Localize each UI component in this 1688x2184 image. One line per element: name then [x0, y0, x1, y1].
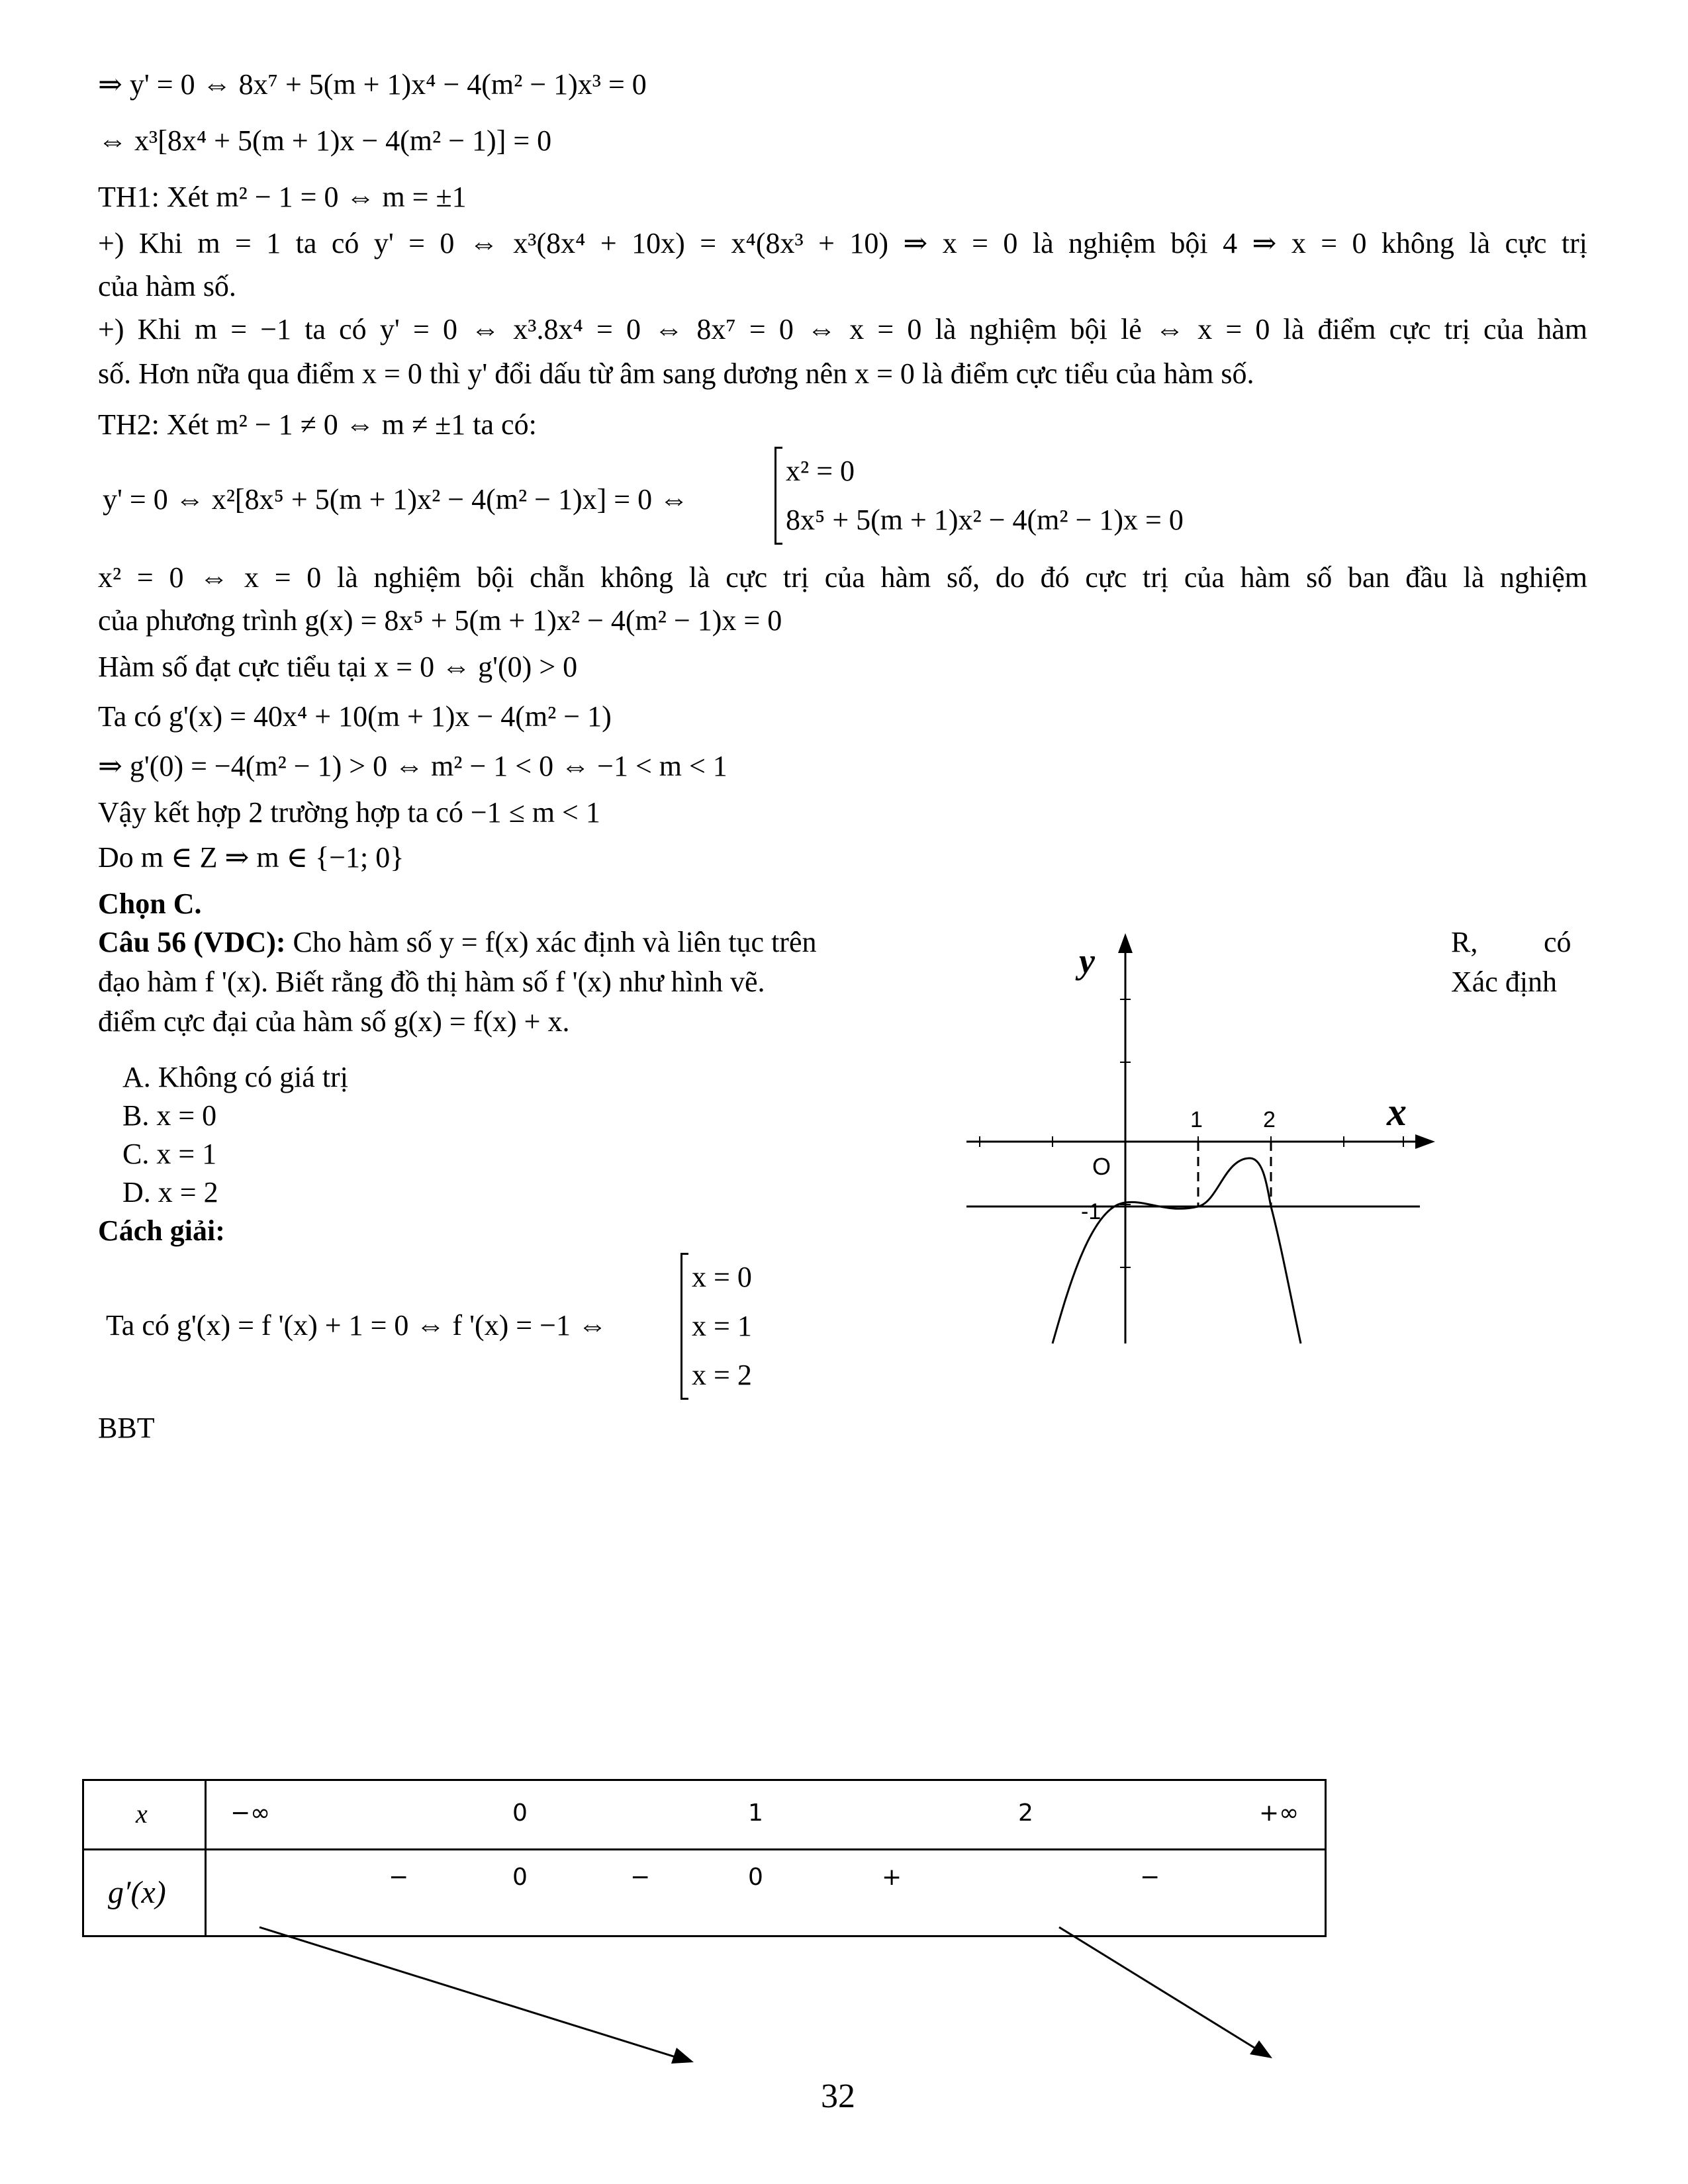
solution-system — [680, 1253, 752, 1400]
row-x-label: x — [136, 1799, 148, 1829]
sign-4: − — [1140, 1864, 1160, 1891]
sign-2: − — [630, 1864, 651, 1891]
x-axis-label: x — [1387, 1090, 1407, 1134]
page-number: 32 — [821, 2077, 855, 2115]
option-a: A. Không có giá trị — [122, 1061, 348, 1093]
option-c: C. x = 1 — [122, 1138, 217, 1170]
question-line-1 — [98, 924, 816, 961]
solution-root-0: x = 0 — [692, 1261, 752, 1293]
sign-1: − — [389, 1864, 409, 1891]
x-pos-inf: +∞ — [1259, 1799, 1299, 1827]
derivative-curve — [1053, 1158, 1301, 1343]
integer-line: Do m ∈ Z ⇒ m ∈ {−1; 0} — [98, 841, 404, 874]
question-line-1-text: Cho hàm số y = f(x) xác định và liên tục trên — [293, 926, 817, 958]
decrease-arrow-2-head — [1250, 2040, 1272, 2058]
case-m-minus1-line-cont: số. Hơn nữa qua điểm x = 0 thì y' đổi dấu từ âm sang dương nên x = 0 là điểm cực tiểu của hàm số. — [98, 357, 1254, 390]
combine-line: Vậy kết hợp 2 trường hợp ta có −1 ≤ m < 1 — [98, 796, 600, 829]
derivative-graph — [953, 927, 1456, 1363]
question-line-2: đạo hàm f '(x). Biết rằng đồ thị hàm số f '(x) như hình vẽ. — [98, 966, 765, 998]
g-prime-zero-line: ⇒ g'(0) = −4(m² − 1) > 0 ⇔ m² − 1 < 0 ⇔ −1 < m < 1 — [98, 750, 727, 782]
question-label: Câu 56 (VDC): — [98, 926, 286, 958]
sign-3: + — [882, 1864, 902, 1891]
x-val-2: 2 — [1018, 1799, 1033, 1827]
decrease-arrow-1 — [259, 1927, 675, 2057]
decrease-arrow-1-head — [671, 2048, 694, 2064]
question-line-2-right: Xác định — [1451, 966, 1558, 998]
table-row-x — [83, 1780, 1326, 1850]
option-d: D. x = 2 — [122, 1176, 218, 1208]
eq-line-2: ⇔ x³[8x⁴ + 5(m + 1)x − 4(m² − 1)] = 0 — [98, 124, 552, 157]
g-prime-line: Ta có g'(x) = 40x⁴ + 10(m + 1)x − 4(m² − 1) — [98, 700, 612, 733]
sign-zero-0: 0 — [512, 1864, 528, 1891]
eq-line-1: ⇒ y' = 0 ⇔ 8x⁷ + 5(m + 1)x⁴ − 4(m² − 1)x³ = 0 — [98, 68, 647, 101]
tick-label-minus-1: -1 — [1081, 1199, 1102, 1224]
min-condition-line: Hàm số đạt cực tiểu tại x = 0 ⇔ g'(0) > 0 — [98, 651, 578, 683]
even-root-line: x² = 0 ⇔ x = 0 là nghiệm bội chẵn không là cực trị của hàm số, do đó cực trị của hàm số ban đầu là nghiệm — [98, 561, 1587, 594]
x-neg-inf: −∞ — [230, 1799, 271, 1827]
variation-table — [82, 1779, 1327, 1937]
th2-system-row-2: 8x⁵ + 5(m + 1)x² − 4(m² − 1)x = 0 — [786, 504, 1184, 536]
solution-root-1: x = 1 — [692, 1310, 752, 1342]
sign-zero-1: 0 — [748, 1864, 763, 1891]
th2-equation: y' = 0 ⇔ x²[8x⁵ + 5(m + 1)x² − 4(m² − 1)x] = 0 ⇔ — [103, 483, 689, 516]
g-equation-line: của phương trình g(x) = 8x⁵ + 5(m + 1)x² − 4(m² − 1)x = 0 — [98, 604, 782, 637]
case-m1-line-cont: của hàm số. — [98, 270, 236, 302]
x-axis-arrow — [1415, 1134, 1435, 1149]
case-m-minus1-line: +) Khi m = −1 ta có y' = 0 ⇔ x³.8x⁴ = 0 ⇔ 8x⁷ = 0 ⇔ x = 0 là nghiệm bội lẻ ⇔ x = 0 là điểm cực trị của hàm — [98, 313, 1587, 345]
solution-root-2: x = 2 — [692, 1359, 752, 1391]
origin-label: O — [1092, 1153, 1111, 1180]
answer-choice: Chọn C. — [98, 887, 202, 920]
y-axis-label: y — [1079, 941, 1095, 981]
question-line-3: điểm cực đại của hàm số g(x) = f(x) + x. — [98, 1005, 570, 1038]
question-line-1-r2: có — [1544, 926, 1571, 958]
decrease-arrow-2 — [1059, 1927, 1256, 2049]
question-line-1-r1: R, — [1451, 926, 1478, 958]
x-val-1: 1 — [748, 1799, 763, 1827]
option-b: B. x = 0 — [122, 1099, 217, 1132]
row-gprime-label: g′(x) — [108, 1875, 166, 1910]
tick-label-1: 1 — [1190, 1107, 1203, 1132]
variation-arrows — [0, 1919, 1688, 2091]
th2-system — [774, 447, 1184, 545]
case-m1-line: +) Khi m = 1 ta có y' = 0 ⇔ x³(8x⁴ + 10x) = x⁴(8x³ + 10) ⇒ x = 0 là nghiệm bội 4 ⇒ x = 0 không là cực trị — [98, 227, 1587, 259]
x-val-0: 0 — [512, 1799, 528, 1827]
th2-system-row-1: x² = 0 — [786, 455, 855, 487]
solution-heading: Cách giải: — [98, 1214, 225, 1247]
tick-label-2: 2 — [1263, 1107, 1276, 1132]
th1-line: TH1: Xét m² − 1 = 0 ⇔ m = ±1 — [98, 181, 467, 213]
solution-equation: Ta có g'(x) = f '(x) + 1 = 0 ⇔ f '(x) = −1 ⇔ — [106, 1309, 607, 1342]
th2-line: TH2: Xét m² − 1 ≠ 0 ⇔ m ≠ ±1 ta có: — [98, 408, 537, 441]
y-axis-arrow — [1118, 933, 1133, 953]
bbt-label: BBT — [98, 1412, 155, 1444]
